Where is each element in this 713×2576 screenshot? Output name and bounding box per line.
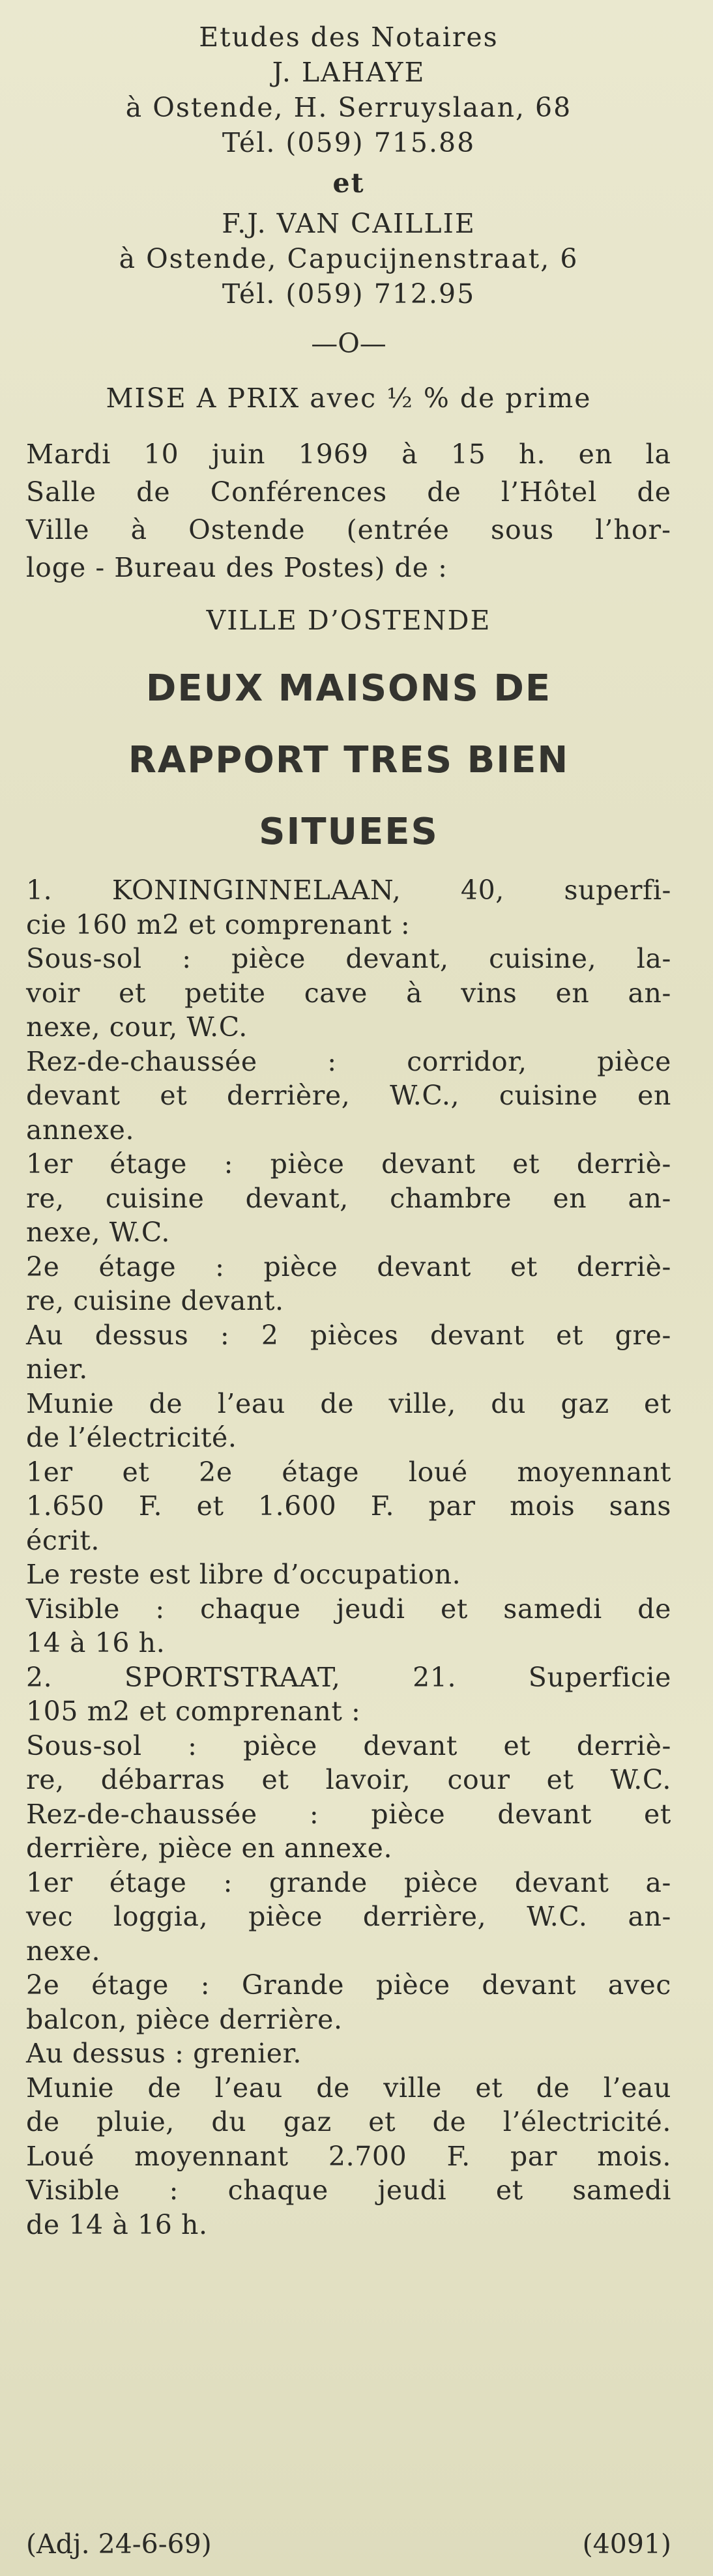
body-line: 1er et 2e étage loué moyennant <box>26 1456 671 1488</box>
body-line: Sous-sol : pièce devant, cuisine, la- <box>26 943 671 974</box>
footer <box>26 2528 671 2560</box>
header-line: Etudes des Notaires <box>199 22 499 53</box>
mise-a-prix: MISE A PRIX avec ½ % de prime <box>106 383 592 414</box>
title-line: SITUEES <box>259 811 439 853</box>
body-line: 1er étage : pièce devant et derriè- <box>26 1148 671 1179</box>
ville-heading: VILLE D’OSTENDE <box>206 605 491 636</box>
body-line: 2e étage : pièce devant et derriè- <box>26 1251 671 1282</box>
body-line: écrit. <box>26 1524 100 1556</box>
intro-line: Salle de Conférences de l’Hôtel de <box>26 476 671 508</box>
header-line: Tél. (059) 712.95 <box>222 278 476 310</box>
body-line: Rez-de-chaussée : pièce devant et <box>26 1798 671 1830</box>
reference-number: (4091) <box>582 2528 671 2560</box>
body-line: Munie de l’eau de ville, du gaz et <box>26 1387 671 1419</box>
body-line: 105 m2 et comprenant : <box>26 1696 361 1727</box>
body-line: Visible : chaque jeudi et samedi <box>26 2175 671 2206</box>
body-line: Sous-sol : pièce devant et derriè- <box>26 1729 671 1761</box>
body-line: balcon, pièce derrière. <box>26 2003 343 2035</box>
body-line: derrière, pièce en annexe. <box>26 1832 393 1864</box>
intro-line: Mardi 10 juin 1969 à 15 h. en la <box>26 439 671 470</box>
body-line: Munie de l’eau de ville et de l’eau <box>26 2072 671 2104</box>
body-line: re, cuisine devant, chambre en an- <box>26 1182 671 1214</box>
body-line: nexe, W.C. <box>26 1217 171 1248</box>
body-line: Au dessus : 2 pièces devant et gre- <box>26 1319 671 1351</box>
body-line: vec loggia, pièce derrière, W.C. an- <box>26 1901 671 1932</box>
body-line: Loué moyennant 2.700 F. par mois. <box>26 2140 671 2172</box>
header-line: à Ostende, Capucijnenstraat, 6 <box>119 243 579 274</box>
header-line: et <box>332 167 365 199</box>
header-line: à Ostende, H. Serruyslaan, 68 <box>125 92 572 123</box>
property-description <box>26 873 671 2242</box>
header-block <box>26 20 671 311</box>
body-line: voir et petite cave à vins en an- <box>26 977 671 1009</box>
body-line: devant et derrière, W.C., cuisine en <box>26 1080 671 1111</box>
intro-line: loge - Bureau des Postes) de : <box>26 552 448 583</box>
notice <box>26 20 671 2242</box>
body-line: de pluie, du gaz et de l’électricité. <box>26 2106 671 2137</box>
main-title <box>26 653 671 868</box>
body-line: 14 à 16 h. <box>26 1627 166 1658</box>
body-line: 1er étage : grande pièce devant a- <box>26 1866 671 1898</box>
adjudication-date: (Adj. 24-6-69) <box>26 2528 212 2560</box>
body-line: de 14 à 16 h. <box>26 2208 208 2240</box>
title-line: RAPPORT TRES BIEN <box>128 739 570 781</box>
body-line: cie 160 m2 et comprenant : <box>26 908 411 940</box>
title-line: DEUX MAISONS DE <box>145 667 552 710</box>
body-line: re, débarras et lavoir, cour et W.C. <box>26 1764 671 1795</box>
body-line: 1. KONINGINNELAAN, 40, superfi- <box>26 875 671 906</box>
body-line: 1.650 F. et 1.600 F. par mois sans <box>26 1490 671 1522</box>
separator: —O— <box>311 328 386 359</box>
body-line: Au dessus : grenier. <box>26 2038 302 2069</box>
body-line: Le reste est libre d’occupation. <box>26 1559 461 1590</box>
body-line: nexe, cour, W.C. <box>26 1011 248 1043</box>
body-line: nexe. <box>26 1935 101 1967</box>
body-line: Visible : chaque jeudi et samedi de <box>26 1593 671 1625</box>
intro-paragraph <box>26 435 671 586</box>
intro-line: Ville à Ostende (entrée sous l’hor- <box>26 514 671 545</box>
body-line: nier. <box>26 1353 88 1385</box>
body-line: Rez-de-chaussée : corridor, pièce <box>26 1045 671 1077</box>
body-line: annexe. <box>26 1114 135 1146</box>
body-line: re, cuisine devant. <box>26 1285 284 1316</box>
body-line: 2e étage : Grande pièce devant avec <box>26 1969 671 2001</box>
header-line: J. LAHAYE <box>272 57 426 88</box>
header-line: Tél. (059) 715.88 <box>222 127 476 158</box>
body-line: 2. SPORTSTRAAT, 21. Superficie <box>26 1661 671 1693</box>
header-line: F.J. VAN CAILLIE <box>222 208 476 239</box>
body-line: de l’électricité. <box>26 1422 237 1453</box>
